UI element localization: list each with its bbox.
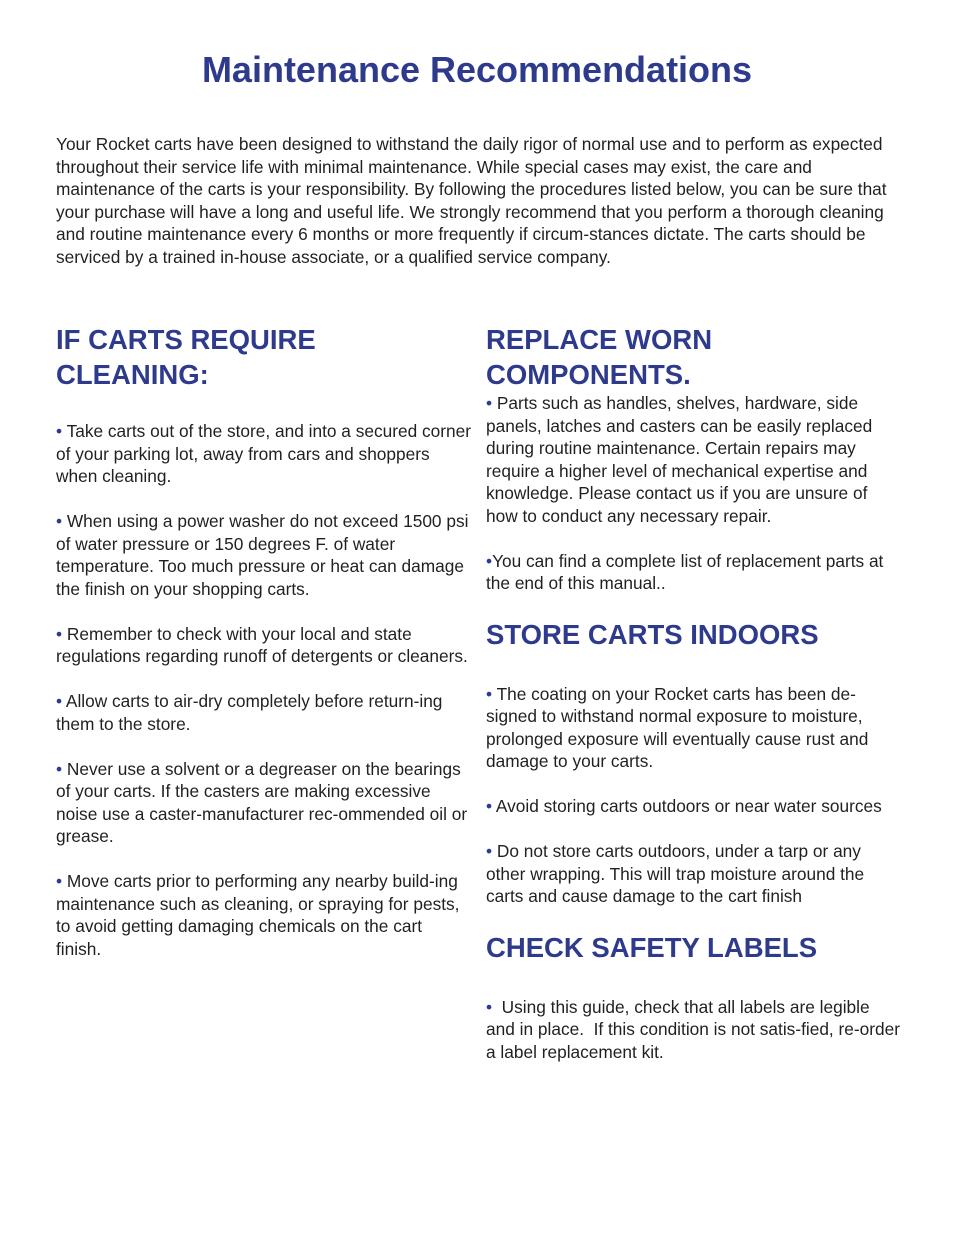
store-bullet-2 <box>486 795 901 818</box>
bullet-marker: • <box>486 796 493 816</box>
cleaning-bullet-2-continued: temperature. Too much pressure or heat can damage the finish on your shopping carts. <box>56 556 464 599</box>
replace-bullet-2 <box>486 550 901 595</box>
bullet-marker: • <box>56 511 63 531</box>
bullet-text: Never use a solvent or a degreaser on the bearings of your carts. If the casters are making excessive noise use a caster-manufacturer rec-ommended oil or grease. <box>56 758 468 846</box>
cleaning-bullet-4 <box>56 690 471 735</box>
right-column <box>486 322 905 1063</box>
bullet-text: Do not store carts outdoors, under a tarp or any other wrapping. This will trap moisture around the carts and cause damage to the cart finish <box>486 841 865 906</box>
replace-bullet-1 <box>486 392 901 527</box>
bullet-marker: • <box>486 550 493 571</box>
intro-paragraph: Your Rocket carts have been designed to withstand the daily rigor of normal use and to perform as expected throughout their service life with minimal maintenance. While special cases may exist, the care and maintenance of the carts is your responsibility. By following the procedures listed below, you can be sure that your purchase will have a long and useful life. We strongly recommend that you perform a thorough cleaning and routine maintenance every 6 months or more frequently if circum-stances dictate. The carts should be serviced by a trained in-house associate, or a qualified service company. <box>56 134 887 267</box>
bullet-marker: • <box>486 393 493 413</box>
bullet-text: You can find a complete list of replacement parts at the end of this manual.. <box>486 550 884 593</box>
bullet-marker: • <box>56 421 63 441</box>
store-heading: STORE CARTS INDOORS <box>486 618 819 650</box>
replace-heading <box>486 322 901 392</box>
store-bullet-3 <box>486 840 901 908</box>
bullet-text: Using this guide, check that all labels are legible and in place. If this condition is not satis-fied, re-order a label replacement kit. <box>486 996 905 1062</box>
page-title: Maintenance Recommendations <box>201 49 753 90</box>
bullet-marker: • <box>486 683 493 704</box>
cleaning-heading <box>56 322 471 392</box>
bullet-text: Take carts out of the store, and into a secured corner of your parking lot, away from cars and shoppers when cleaning. <box>56 421 471 486</box>
labels-heading: CHECK SAFETY LABELS <box>486 931 818 963</box>
bullet-marker: • <box>56 623 63 644</box>
labels-bullet-1 <box>486 996 905 1064</box>
bullet-marker: • <box>56 691 63 711</box>
bullet-text: Move carts prior to performing any nearby build-ing maintenance such as cleaning, or spraying for pests, to avoid getting damaging chemicals on the cart finish. <box>56 871 460 959</box>
bullet-marker: • <box>486 841 493 861</box>
bullet-text: The coating on your Rocket carts has been de-signed to withstand normal exposure to moisture, prolonged exposure will eventually cause rust and damage to your carts. <box>486 683 869 771</box>
store-section <box>486 617 901 908</box>
bullet-text: Remember to check with your local and state regulations regarding runoff of detergents or cleaners. <box>56 623 468 666</box>
cleaning-section <box>56 322 471 960</box>
bullet-text: Avoid storing carts outdoors or near water sources <box>495 796 882 816</box>
bullet-marker: • <box>56 758 63 779</box>
store-bullet-1 <box>486 683 901 773</box>
replace-heading-line1: REPLACE WORN <box>486 324 713 355</box>
bullet-text: Parts such as handles, shelves, hardware, side panels, latches and casters can be easily replaced during routine maintenance. Certain repairs may require a higher level of mechanical expertise and knowledge. Please contact us if you are unsure of how to conduct any necessary repair. <box>486 393 873 526</box>
cleaning-heading-line1: IF CARTS REQUIRE <box>56 324 316 355</box>
bullet-text: Allow carts to air-dry completely before return-ing them to the store. <box>56 691 443 734</box>
cleaning-bullet-2 <box>56 510 471 555</box>
cleaning-bullet-5 <box>56 758 471 848</box>
bullet-marker: • <box>56 871 63 891</box>
replace-section <box>486 322 901 595</box>
bullet-marker: • <box>486 996 493 1017</box>
cleaning-bullet-3 <box>56 623 471 668</box>
bullet-text: When using a power washer do not exceed 1500 psi of water pressure or 150 degrees F. of water <box>56 511 469 554</box>
cleaning-heading-line2: CLEANING: <box>56 359 209 390</box>
cleaning-bullet-1 <box>56 420 471 488</box>
replace-heading-line2: COMPONENTS. <box>486 359 691 390</box>
labels-section <box>486 930 905 1064</box>
cleaning-bullet-6 <box>56 870 471 960</box>
